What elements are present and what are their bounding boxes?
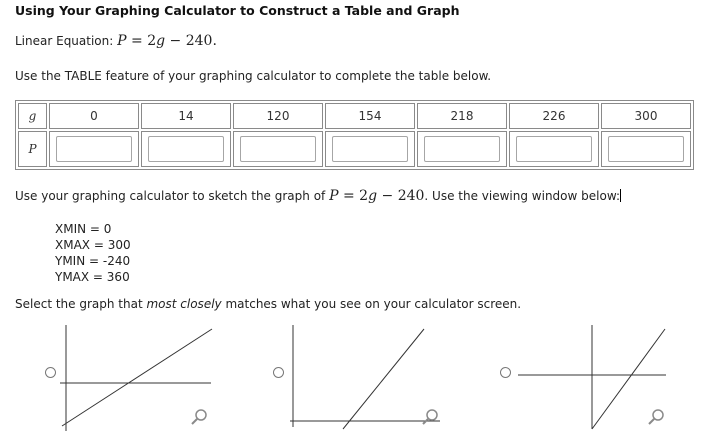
p-input-cell [233, 131, 323, 167]
eq-end: . [212, 33, 217, 49]
eq-coef: 2 [359, 188, 369, 204]
graph-choice-a[interactable] [56, 325, 216, 431]
g-value-cell: 14 [141, 103, 231, 129]
value-table [15, 100, 694, 170]
eq-var: g [156, 33, 166, 49]
row-label-g: g [18, 103, 47, 129]
eq-equals: = [126, 33, 148, 49]
graph-choice-c[interactable] [512, 325, 672, 431]
viewing-window [55, 221, 131, 285]
table-row-p [18, 131, 691, 167]
select-pre: Select the graph that [15, 297, 143, 311]
graph-choice-b[interactable] [285, 325, 445, 431]
table-row-g [18, 103, 691, 129]
eq-coef: 2 [147, 33, 157, 49]
page-title: Using Your Graphing Calculator to Construct a Table and Graph [15, 3, 460, 18]
graph-c-line [592, 329, 665, 429]
g-value-cell: 300 [601, 103, 691, 129]
table-instructions: Use the TABLE feature of your graphing calculator to complete the table below. [15, 69, 492, 83]
sketch-prefix: Use your graphing calculator to sketch the graph of [15, 189, 326, 203]
graph-choice-b-radio[interactable] [273, 367, 284, 378]
window-ymax: YMAX = 360 [55, 270, 130, 284]
graph-b-line [343, 329, 424, 429]
p-input-cell [417, 131, 507, 167]
sketch-instructions [15, 188, 621, 204]
eq-minus: − [165, 33, 186, 49]
p-answer-input[interactable] [608, 136, 684, 162]
window-ymin: YMIN = -240 [55, 254, 131, 268]
zoom-icon[interactable] [192, 410, 206, 424]
select-emphasis: most closely [146, 297, 222, 311]
sketch-equation [329, 188, 424, 204]
g-value-cell: 226 [509, 103, 599, 129]
eq-lhs: P [329, 188, 339, 204]
p-answer-input[interactable] [148, 136, 224, 162]
p-input-cell [325, 131, 415, 167]
p-answer-input[interactable] [424, 136, 500, 162]
p-answer-input[interactable] [240, 136, 316, 162]
p-input-cell [601, 131, 691, 167]
eq-const: 240 [397, 188, 425, 204]
equation-math [117, 33, 217, 49]
zoom-icon[interactable] [423, 410, 437, 424]
p-answer-input[interactable] [56, 136, 132, 162]
eq-minus: − [377, 188, 398, 204]
equation-prefix: Linear Equation: [15, 34, 114, 48]
eq-var: g [368, 188, 378, 204]
select-post: matches what you see on your calculator screen. [225, 297, 522, 311]
eq-lhs: P [117, 33, 127, 49]
p-answer-input[interactable] [516, 136, 592, 162]
p-input-cell [141, 131, 231, 167]
graph-choice-a-radio[interactable] [45, 367, 56, 378]
eq-const: 240 [185, 33, 213, 49]
window-xmin: XMIN = 0 [55, 222, 112, 236]
equation-line [15, 33, 217, 49]
g-value-cell: 218 [417, 103, 507, 129]
text-cursor [620, 189, 621, 202]
g-value-cell: 120 [233, 103, 323, 129]
select-instructions [15, 297, 521, 311]
p-input-cell [509, 131, 599, 167]
g-value-cell: 154 [325, 103, 415, 129]
graph-a-line [62, 329, 212, 426]
window-xmax: XMAX = 300 [55, 238, 131, 252]
sketch-suffix: . Use the viewing window below: [424, 189, 621, 203]
p-input-cell [49, 131, 139, 167]
g-value-cell: 0 [49, 103, 139, 129]
zoom-icon[interactable] [649, 410, 663, 424]
graph-choice-c-radio[interactable] [500, 367, 511, 378]
p-answer-input[interactable] [332, 136, 408, 162]
eq-equals: = [338, 188, 360, 204]
row-label-p: P [18, 131, 47, 167]
